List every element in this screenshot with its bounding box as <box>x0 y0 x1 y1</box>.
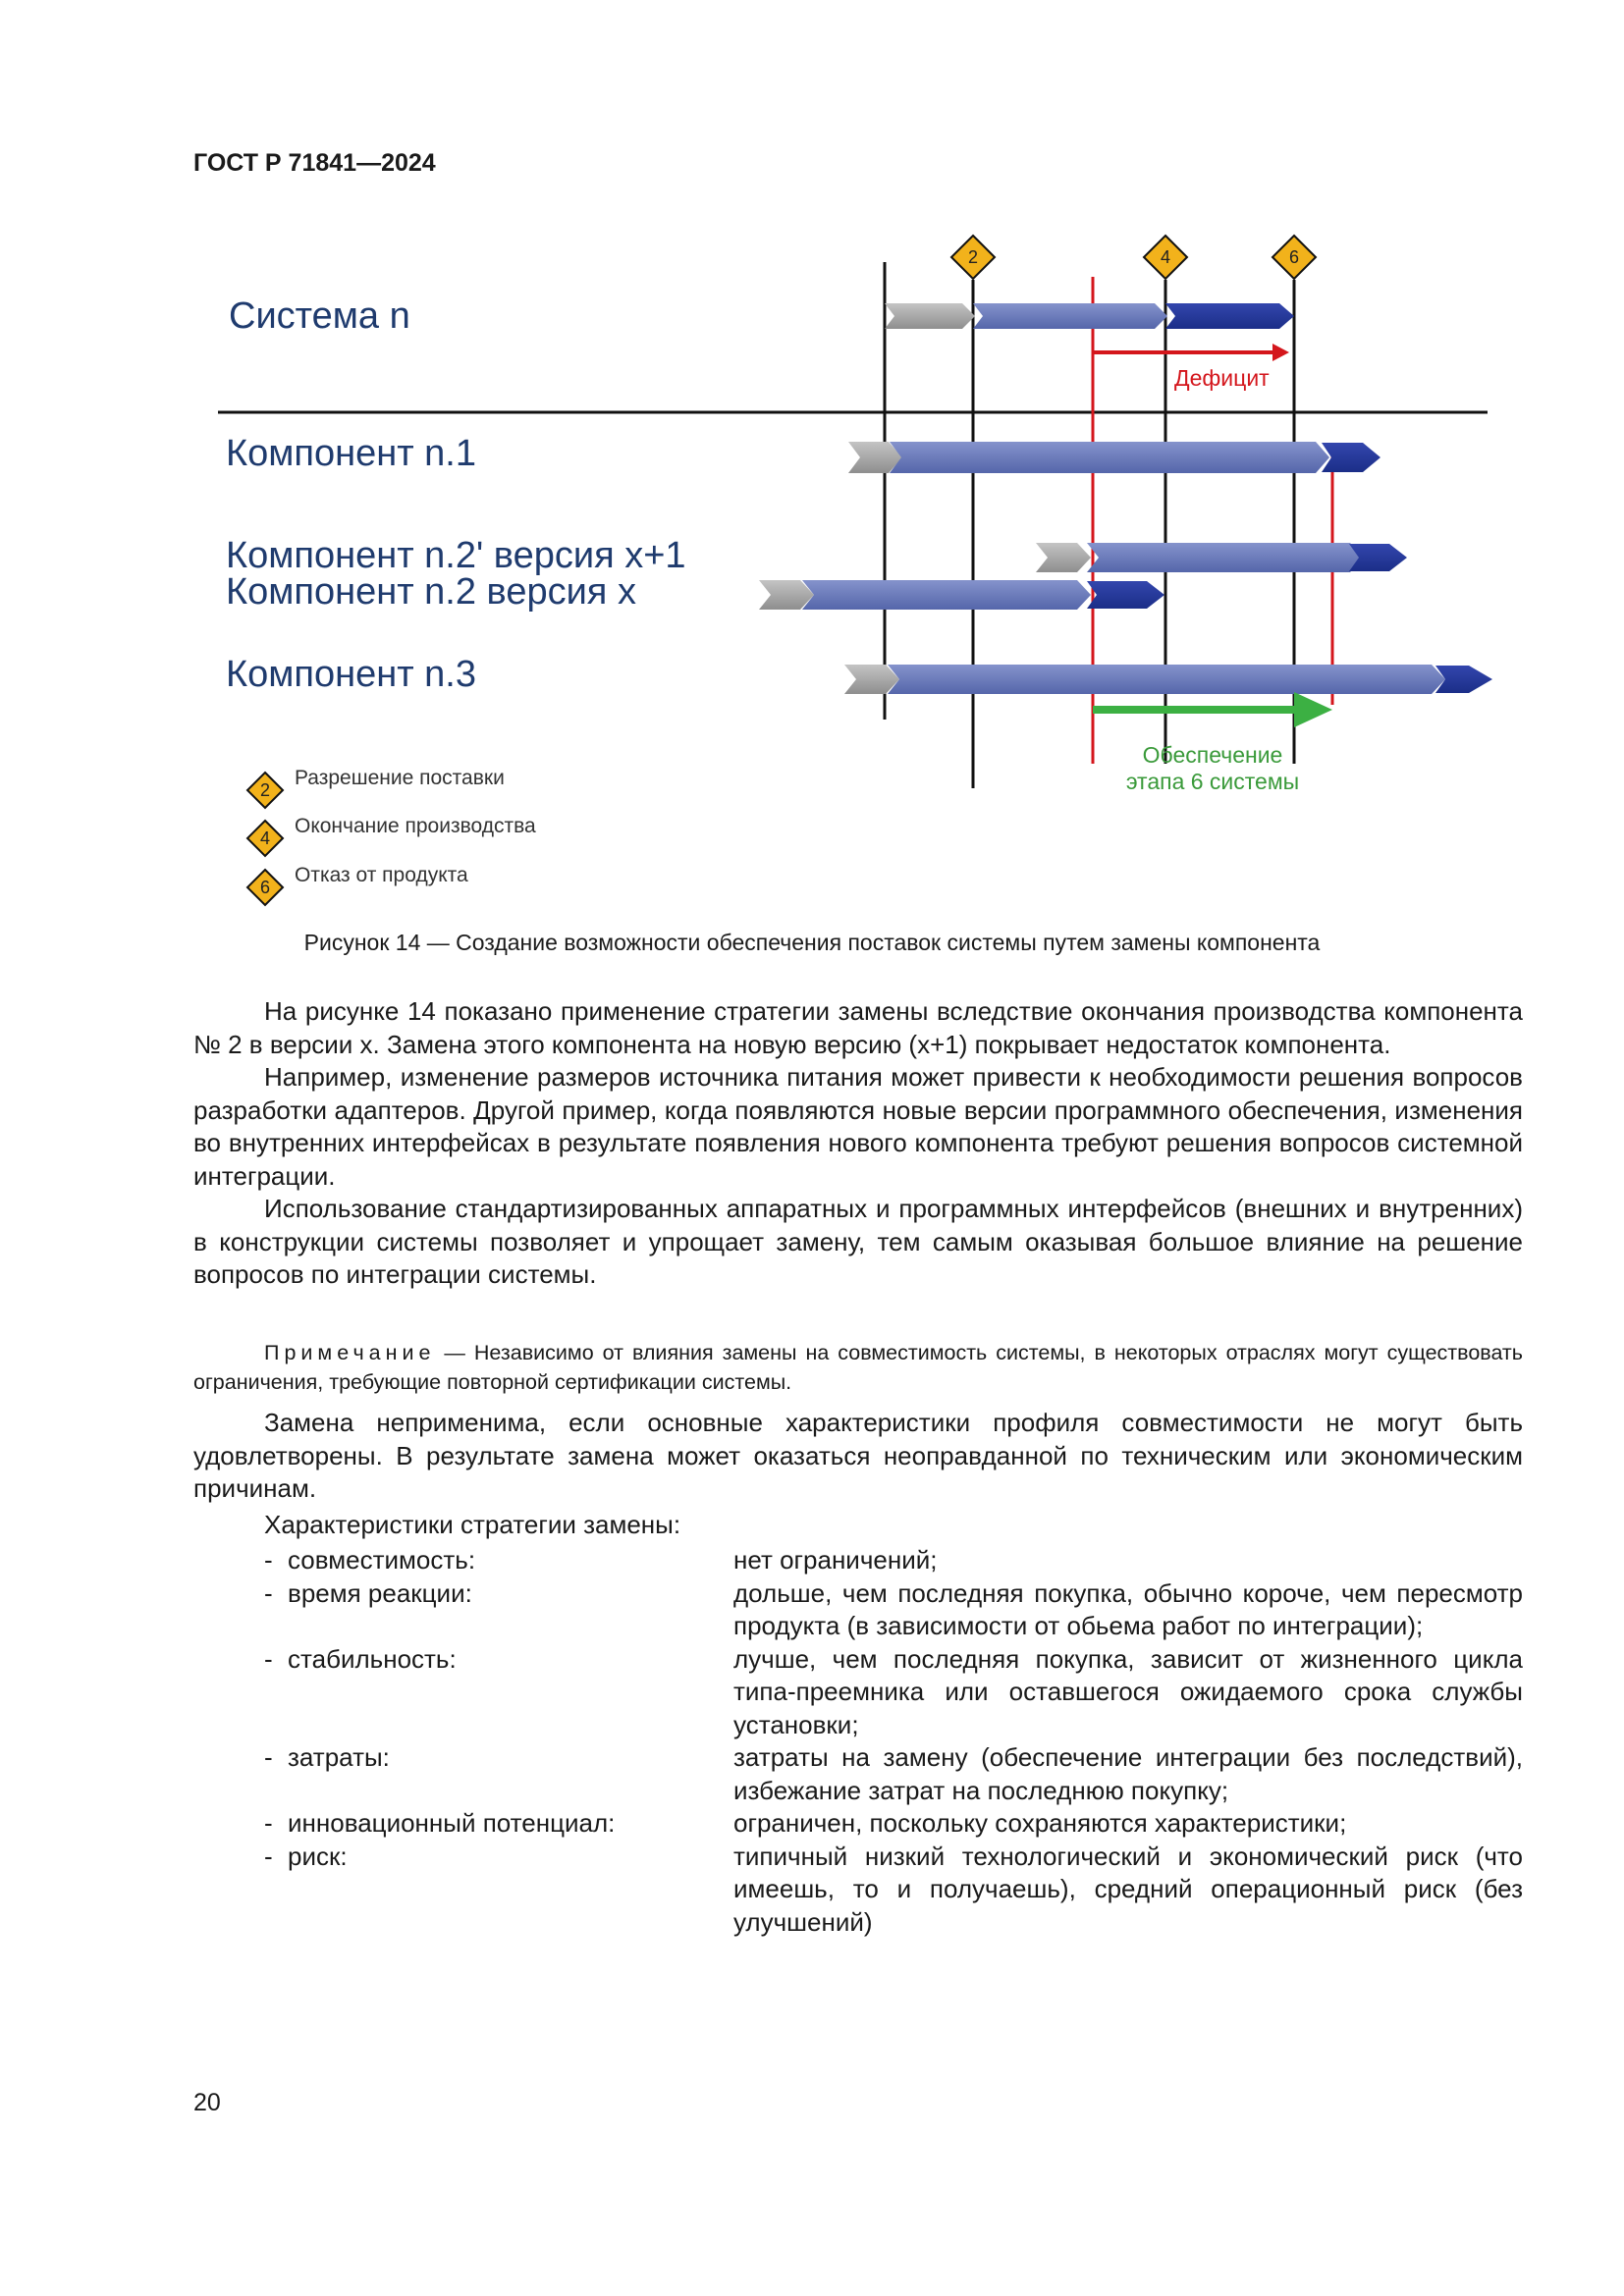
legend-item-6 <box>247 864 468 905</box>
characteristic-name: риск: <box>288 1841 348 1871</box>
provision-arrow <box>1093 706 1299 714</box>
component-3-label: Компонент n.3 <box>226 654 476 695</box>
component-1-label: Компонент n.1 <box>226 433 476 474</box>
comp2new-bar-mid <box>1087 543 1364 572</box>
provision-label-line2: этапа 6 системы <box>1125 769 1300 794</box>
main-paragraphs <box>193 995 1523 1292</box>
page-number: 20 <box>193 2089 221 2116</box>
paragraph-after-note: Замена неприменима, если основные характеристики профиля совместимости не могут быть удовлетворены. В результате замена может оказаться неоправданной по техническим или экономическим причинам. <box>193 1408 1523 1503</box>
svg-text:Отказ от продукта: Отказ от продукта <box>295 864 468 886</box>
characteristics-list <box>193 1544 1523 1939</box>
characteristic-value: затраты на замену (обеспечение интеграции без последствий), избежание затрат на последнюю покупку; <box>733 1742 1523 1805</box>
characteristic-value: типичный низкий технологический и экономический риск (что имеешь, то и получаешь), средний операционный риск (без улучшений) <box>733 1841 1523 1937</box>
milestone-2-diamond <box>951 236 995 279</box>
characteristic-name: время реакции: <box>288 1577 472 1608</box>
characteristic-name: инновационный потенциал: <box>288 1808 616 1838</box>
characteristic-name: стабильность: <box>288 1643 457 1674</box>
characteristic-name: затраты: <box>288 1742 390 1772</box>
note-text: — Независимо от влияния замены на совместимость системы, в некоторых отраслях могут существовать ограничения, требующие повторной сертификации системы. <box>193 1341 1523 1394</box>
characteristic-row: - риск: типичный низкий технологический и экономический риск (что имеешь, то и получаешь), средний операционный риск (без улучшений) <box>193 1841 1523 1940</box>
paragraph-2: Например, изменение размеров источника питания может привести к необходимости решения вопросов разработки адаптеров. Другой пример, когда появляются новые версии программного обеспечения, изменения во внутренних интерфейсах в результате появления нового компонента требуют решения вопросов системной интеграции. <box>193 1062 1523 1191</box>
system-bar-mid <box>973 303 1167 329</box>
svg-text:4: 4 <box>259 828 271 848</box>
characteristic-row: - затраты: затраты на замену (обеспечение интеграции без последствий), избежание затрат на последнюю покупку; <box>193 1741 1523 1807</box>
provision-arrowhead <box>1294 692 1332 727</box>
note <box>193 1338 1523 1397</box>
paragraph-1: На рисунке 14 показано применение стратегии замены вследствие окончания производства компонента № 2 в версии x. Замена этого компонента на новую версию (x+1) покрывает недостаток компонента. <box>193 996 1523 1059</box>
svg-text:2: 2 <box>259 780 271 800</box>
system-bar-gray <box>885 303 975 329</box>
system-bar-dark <box>1165 303 1294 329</box>
milestone-6-diamond <box>1272 236 1316 279</box>
legend-item-2 <box>247 767 505 808</box>
figure-14-diagram <box>0 226 1624 933</box>
svg-text:Окончание производства: Окончание производства <box>295 815 536 837</box>
svg-text:2: 2 <box>967 247 979 267</box>
note-label: Примечание <box>264 1341 436 1364</box>
comp3-bar-gray <box>844 665 899 694</box>
legend <box>247 767 536 905</box>
document-header: ГОСТ Р 71841—2024 <box>193 149 436 177</box>
comp2old-bar-gray <box>759 580 814 610</box>
component-2-old-label: Компонент n.2 версия x <box>226 571 636 613</box>
characteristic-name: совместимость: <box>288 1545 476 1575</box>
comp1-bar-mid <box>890 442 1329 473</box>
characteristics-intro: Характеристики стратегии замены: <box>264 1510 681 1539</box>
characteristic-value: дольше, чем последняя покупка, обычно короче, чем пересмотр продукта (в зависимости от обьема работ по интеграции); <box>733 1577 1523 1640</box>
comp1-bar-dark <box>1322 443 1380 472</box>
characteristic-value: ограничен, поскольку сохраняются характеристики; <box>733 1808 1347 1838</box>
svg-text:6: 6 <box>259 878 271 897</box>
comp2new-bar-gray <box>1036 543 1091 572</box>
comp3-bar-mid <box>888 665 1445 694</box>
characteristic-row: - инновационный потенциал: ограничен, поскольку сохраняются характеристики; <box>193 1807 1523 1841</box>
characteristic-row: - время реакции: дольше, чем последняя покупка, обычно короче, чем пересмотр продукта (в зависимости от обьема работ по интеграции); <box>193 1577 1523 1643</box>
paragraph-3: Использование стандартизированных аппаратных и программных интерфейсов (внешних и внутренних) в конструкции системы позволяет и упрощает замену, тем самым оказывая большое влияние на решение вопросов по интеграции системы. <box>193 1194 1523 1289</box>
characteristic-row: - совместимость: нет ограничений; <box>193 1544 1523 1577</box>
svg-text:Разрешение поставки: Разрешение поставки <box>295 767 505 789</box>
milestone-4-diamond <box>1144 236 1187 279</box>
paragraph-after-note-block <box>193 1407 1523 1506</box>
deficit-label: Дефицит <box>1174 365 1270 391</box>
figure-caption: Рисунок 14 — Создание возможности обеспечения поставок системы путем замены компонента <box>303 930 1321 955</box>
svg-text:6: 6 <box>1288 247 1300 267</box>
characteristic-row: - стабильность: лучше, чем последняя покупка, зависит от жизненного цикла типа-преемника или оставшегося ожидаемого срока службы установки; <box>193 1643 1523 1742</box>
comp2old-bar-dark <box>1087 581 1164 609</box>
system-label: Система n <box>229 295 410 337</box>
characteristic-value: нет ограничений; <box>733 1545 938 1575</box>
provision-label-line1: Обеспечение <box>1142 742 1283 768</box>
svg-text:4: 4 <box>1160 247 1171 267</box>
component-2-new-label: Компонент n.2' версия x+1 <box>226 535 686 576</box>
deficit-arrowhead <box>1272 344 1289 361</box>
legend-item-4 <box>247 815 536 856</box>
comp2old-bar-mid <box>802 580 1091 610</box>
characteristic-value: лучше, чем последняя покупка, зависит от жизненного цикла типа-преемника или оставшегося ожидаемого срока службы установки; <box>733 1643 1523 1739</box>
